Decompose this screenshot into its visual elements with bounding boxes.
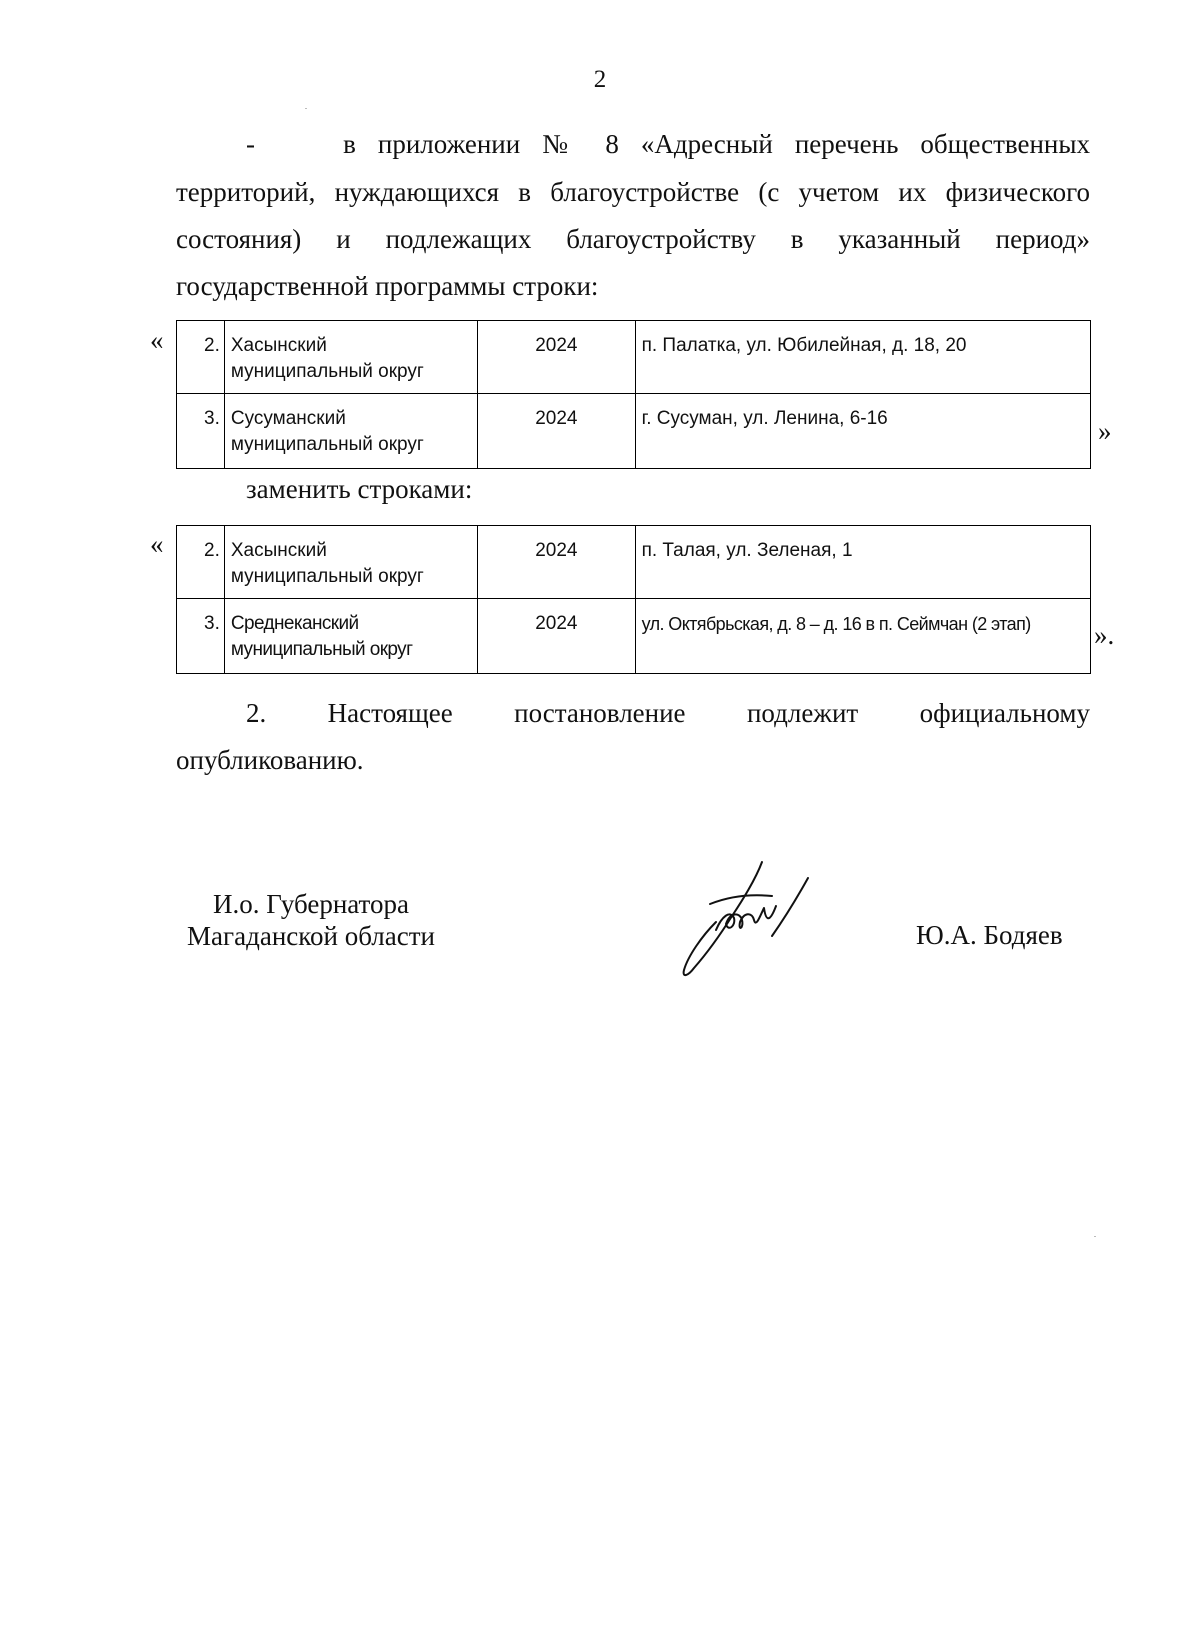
- signer-position: И.о. Губернатора Магаданской области: [187, 889, 435, 951]
- table-new-rows: [176, 525, 1091, 674]
- year-cell: 2024: [478, 321, 635, 394]
- publication-last-line: опубликованию.: [176, 745, 364, 775]
- district-cell: Сусуманский муниципальный округ: [224, 394, 477, 469]
- year-cell: 2024: [478, 599, 635, 674]
- intro-paragraph: [176, 121, 1090, 264]
- list-dash: -: [246, 129, 255, 159]
- intro-last-line: государственной программы строки:: [176, 271, 599, 301]
- open-quote-old: «: [150, 325, 164, 355]
- handwritten-signature: [680, 860, 820, 980]
- district-cell: Хасынский муниципальный округ: [224, 526, 477, 599]
- address-cell: п. Талая, ул. Зеленая, 1: [635, 526, 1090, 599]
- close-quote-new: ».: [1094, 620, 1115, 650]
- table-row: [177, 526, 1091, 599]
- row-number: 3.: [177, 599, 225, 674]
- signer-name: Ю.А. Бодяев: [916, 920, 1063, 950]
- district-cell: Хасынский муниципальный округ: [224, 321, 477, 394]
- scan-speck: [1094, 1236, 1096, 1237]
- close-quote-old: »: [1098, 416, 1112, 446]
- year-cell: 2024: [478, 526, 635, 599]
- district-cell: Среднеканский муниципальный округ: [224, 599, 477, 674]
- row-number: 2.: [177, 321, 225, 394]
- page-number: 2: [593, 66, 607, 93]
- intro-body: в приложении № 8 «Адресный перечень общественных территорий, нуждающихся в благоустройстве (с учетом их физического состояния) и подлежащих благоустройству в указанный период»: [176, 129, 1091, 254]
- open-quote-new: «: [150, 529, 164, 559]
- table-row: [177, 394, 1091, 469]
- row-number: 3.: [177, 394, 225, 469]
- table-old-rows: [176, 320, 1091, 469]
- replace-instruction: заменить строками:: [246, 474, 473, 504]
- address-cell: ул. Октябрьская, д. 8 – д. 16 в п. Сеймчан (2 этап): [635, 599, 1090, 674]
- address-cell: п. Палатка, ул. Юбилейная, д. 18, 20: [635, 321, 1090, 394]
- year-cell: 2024: [478, 394, 635, 469]
- publication-paragraph: 2. Настоящее постановление подлежит официальному: [246, 698, 1090, 728]
- address-cell: г. Сусуман, ул. Ленина, 6-16: [635, 394, 1090, 469]
- table-row: [177, 321, 1091, 394]
- table-row: [177, 599, 1091, 674]
- scan-speck: [305, 108, 307, 109]
- row-number: 2.: [177, 526, 225, 599]
